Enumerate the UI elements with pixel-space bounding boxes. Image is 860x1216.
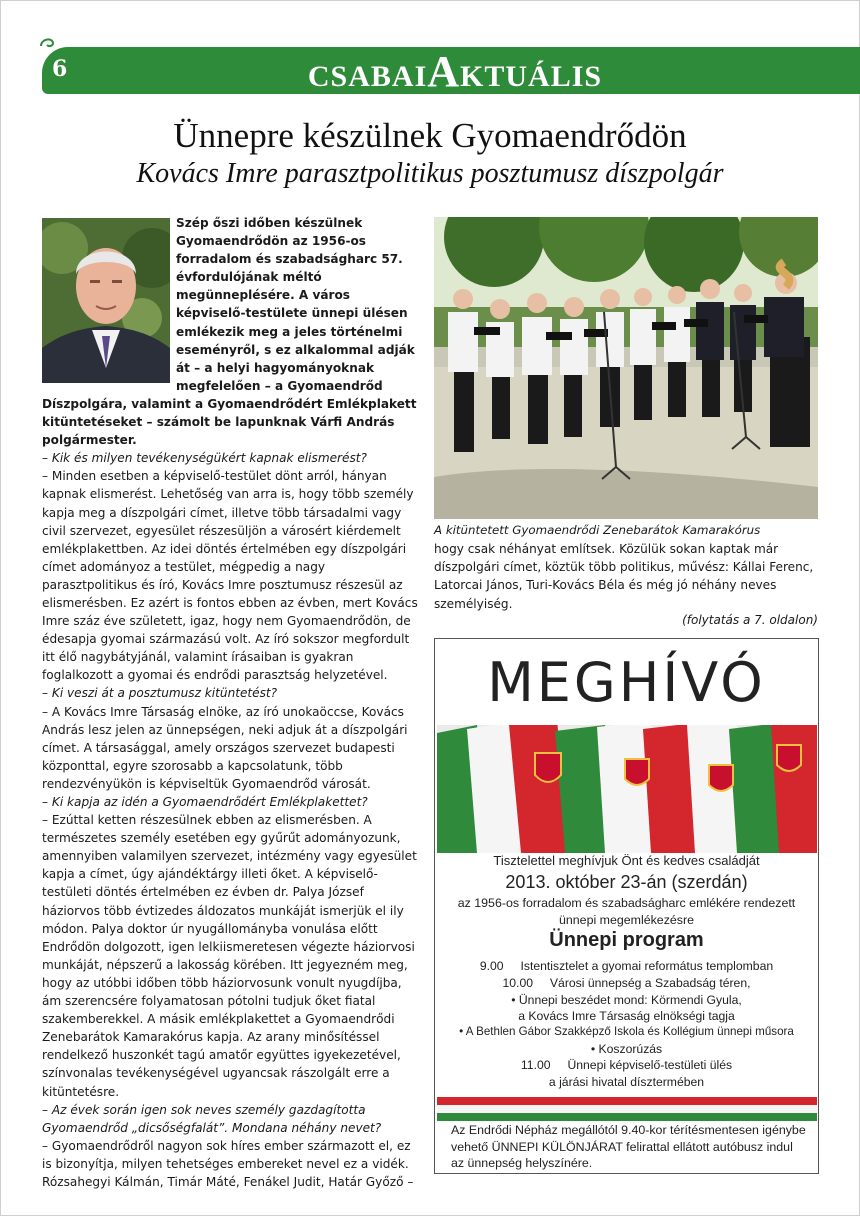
article-subtitle: Kovács Imre parasztpolitikus posztumusz díszpolgár: [136, 158, 724, 189]
answer-2: – A Kovács Imre Társaság elnöke, az író unokaöccse, Kovács András lesz jelen az ünnepségen, neki adjuk át a díszpolgári címet. A társasággal, amely országos szervezet budapesti központtal, egyre szorosabb a kapcsolatunk, több rendezvényükön is képviseltük Gyomaendrőd városát.: [42, 704, 408, 791]
photo-caption: A kitüntetett Gyomaendrődi Zenebarátok Kamarakórus: [434, 523, 761, 537]
answer-3: – Ezúttal ketten részesülnek ebben az elismerésben. A természetes személy esetében egy gyűrűt adományozunk, amennyiben valamilyen szervezet, intézmény vagy egyesület kapja a címet, úgy ajándéktárgy illeti őket. A képviselő-testületi döntés értelmében ez évben dr. Palya József háziorvos több évtizedes áldozatos munkáját ismerjük el ily módon. Palya doktor úr nyugállományba vonulása előtt Endrődön dolgozott, igen lelkiismeretesen végezte háziorvosi munkáját, népszerű a lakosság körében. Itt jegyezném meg, hogy az utóbbi időben több háziorvosunk vonult nyugdíjba, ám szerencsére folyamatosan pótolni tudjuk őket fiatal szakemberekkel. A másik emlékplakettet a Gyomaendrődi Zenebarátok Kamarakórus kapja. Az arany minősítéssel rendelkező huszonkét tagú amatőr együttes igyekezetével, színvonalas tevékenységével ugyancsak rászolgált erre a kitüntetésre.: [42, 813, 417, 1099]
question-3: – Ki kapja az idén a Gyomaendrődért Emlékplakettet?: [42, 795, 368, 809]
choir-photo: [434, 217, 818, 519]
program-item-8: a járási hivatal dísztermében: [548, 1075, 705, 1089]
stripe-white: [437, 1105, 817, 1113]
masthead-part2: A: [427, 47, 461, 96]
article-body-right: hogy csak néhányat említsek. Közülük sokan kaptak már díszpolgári címet, köztük több politikus, művész: Kállai Ferenc, Latorcai János, Turi-Kovács Béla és még jó néhány neves személyiség.: [434, 542, 814, 611]
program-item-3: • Ünnepi beszédet mond: Körmendi Gyula,: [511, 993, 742, 1007]
invitation-box: [434, 638, 819, 1174]
program-item-5: • A Bethlen Gábor Szakképző Iskola és Kollégium ünnepi műsora: [459, 1025, 794, 1038]
continued-note: (folytatás a 7. oldalon): [682, 613, 818, 627]
question-4: – Az évek során igen sok neves személy gazdagította Gyomaendrőd „dicsőségfalát”. Mondana néhány nevet?: [42, 1102, 382, 1135]
swirl-logo-icon: [38, 34, 56, 52]
article-lead: Szép őszi időben készülnek Gyomaendrődön az 1956-os forradalom és szabadságharc 57. évfordulójának méltó megünneplésére. A város képviselő-testülete ünnepi ülésen emlékezik meg a jeles történelmi eseményről, s ez alkalommal adják át – a helyi hagyományoknak megfelelően – a Gyomaendrőd Díszpolgára, valamint a Gyomaendrődért Emlékplakett kitüntetéseket – számolt be lapunknak Várfi András polgármester.: [42, 216, 417, 448]
answer-4: – Gyomaendrődről nagyon sok híres ember származott el, ez is bizonyítja, milyen tehetséges embereket nevel ez a vidék. Rózsahegyi Kálmán, Timár Máté, Fenákel Judit, Határ Győző –: [42, 1138, 414, 1189]
invitation-line1: Tisztelettel meghívjuk Önt és kedves családját: [493, 853, 760, 868]
stripe-red: [437, 1097, 817, 1105]
page-number: 6: [52, 56, 68, 82]
masthead-part1: CSABAI: [307, 60, 428, 93]
invitation-date: 2013. október 23-án (szerdán): [505, 872, 748, 892]
bus-notice: Az Endrődi Népház megállótól 9.40-kor térítésmentesen igénybe vehető ÜNNEPI KÜLÖNJÁRAT felirattal ellátott autóbusz indul az ünnepség helyszínére.: [451, 1123, 806, 1170]
article-title: Ünnepre készülnek Gyomaendrődön: [173, 116, 687, 155]
stripe-green: [437, 1113, 817, 1121]
question-2: – Ki veszi át a posztumusz kitüntetést?: [42, 686, 278, 701]
program-item-4: a Kovács Imre Társaság elnökségi tagja: [518, 1009, 735, 1023]
flags-photo: [437, 725, 817, 853]
question-1: – Kik és milyen tevékenységükért kapnak elismerést?: [42, 451, 367, 466]
program-item-6: • Koszorúzás: [590, 1042, 663, 1056]
portrait-spacer: [42, 214, 176, 390]
program-item-1: 9.00 Istentisztelet a gyomai református templomban: [479, 959, 774, 973]
invitation-line2: az 1956-os forradalom és szabadságharc emlékére rendezett: [457, 896, 796, 910]
masthead-part3: KTUÁLIS: [460, 60, 603, 93]
masthead: [250, 47, 660, 96]
program-item-7: 11.00 Ünnepi képviselő-testületi ülés: [520, 1058, 733, 1072]
tricolor-divider: [437, 1097, 817, 1121]
program-title: Ünnepi program: [549, 929, 704, 951]
program-item-2: 10.00 Városi ünnepség a Szabadság téren,: [502, 976, 751, 990]
invitation-title: MEGHÍVÓ: [487, 651, 766, 714]
article-body-left: [42, 214, 419, 1191]
answer-1: – Minden esetben a képviselő-testület dönt arról, hányan kapnak elismerést. Lehetőség van arra is, hogy több személy kapja meg a díszpolgári címet, illetve több társadalmi vagy civil szervezet, egyesület részesüljön a városért kiérdemelt emlékplakettben. Az idei döntés értelmében egy díszpolgári címet adományoz a testület, mégpedig a nagy parasztpolitikus és író, Kovács Imre posztumusz részesül az elismerésben. Ez azért is fontos ebben az évben, mert Kovács Imre száz éve született, igaz, hogy nem Gyomaendrődön, de édesapja gyomai származású volt. Az író sokszor megfordult itt élő nagybátyjánál, valamint írásaiban is gyakran foglalkozott a gyomai és endrődi parasztság helyzetével.: [42, 469, 418, 683]
invitation-line3: ünnepi megemlékezésre: [559, 913, 694, 927]
